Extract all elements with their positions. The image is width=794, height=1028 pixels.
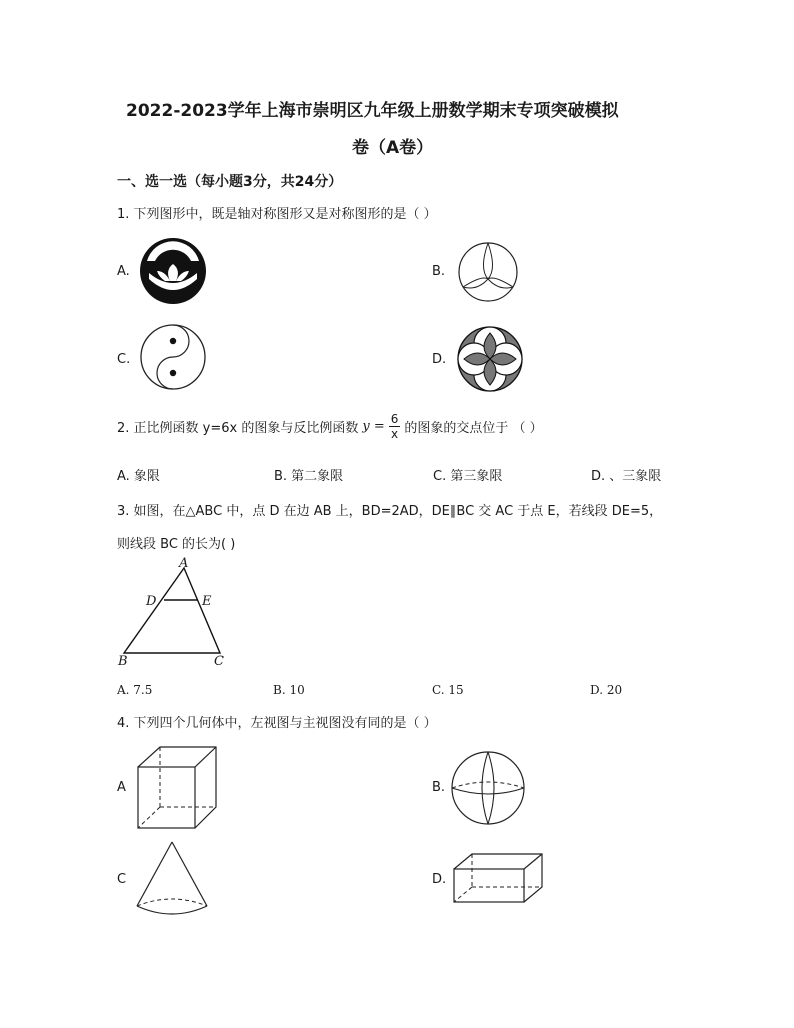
q2-fraction-denominator: x: [391, 427, 399, 441]
q4-figure-a-cube: [136, 745, 220, 831]
q3-option-a: A. 7.5: [117, 683, 153, 697]
q2-y-equals: y =: [362, 419, 385, 434]
question-3-stem-line2: 则线段 BC 的长为( ): [117, 537, 236, 552]
q4-option-c-label: C: [117, 872, 127, 887]
q2-stem-post: 的图象的交点位于 （ ）: [404, 421, 543, 436]
doc-title-line2: 卷（A卷）: [352, 138, 434, 158]
q3-option-c: C. 15: [432, 683, 464, 697]
q1-option-b-label: B.: [432, 264, 446, 279]
question-1-stem: 1. 下列图形中，既是轴对称图形又是对称图形的是（ ）: [117, 207, 437, 222]
q3-option-d: D. 20: [590, 683, 623, 697]
question-4-stem: 4. 下列四个几何体中，左视图与主视图没有同的是（ ）: [117, 716, 437, 731]
q4-figure-c-cone: [134, 840, 210, 918]
q1-figure-a-emblem: [139, 237, 207, 305]
q1-option-d-label: D.: [432, 352, 447, 367]
q2-stem-pre: 2. 正比例函数 y=6x 的图象与反比例函数: [117, 421, 359, 436]
q3-label-d: D: [146, 594, 157, 609]
q4-figure-d-cuboid: [452, 852, 544, 904]
q1-figure-c-yinyang: [139, 323, 207, 391]
q3-option-b: B. 10: [273, 683, 305, 697]
question-3-stem-line1: 3. 如图，在△ABC 中，点 D 在边 AB 上，BD=2AD，DE∥BC 交 AC 于点 E，若线段 DE=5，: [117, 504, 663, 519]
q2-option-c: C. 第三象限: [433, 469, 503, 484]
section-heading: 一、选一选（每小题3分，共24分）: [117, 174, 343, 190]
q3-label-a: A: [179, 556, 189, 571]
q4-figure-b-sphere: [450, 750, 526, 826]
q1-option-c-label: C.: [117, 352, 131, 367]
q3-label-b: B: [118, 654, 128, 669]
q2-option-a: A. 象限: [117, 469, 160, 484]
q3-label-e: E: [202, 594, 212, 609]
q3-triangle-figure: [112, 555, 242, 670]
q2-fraction-numerator: 6: [390, 412, 399, 426]
q2-fraction: [389, 412, 401, 441]
q4-option-b-label: B.: [432, 780, 446, 795]
q4-option-a-label: A: [117, 780, 126, 795]
question-2-stem: [117, 412, 543, 441]
q4-option-d-label: D.: [432, 872, 447, 887]
q3-label-c: C: [214, 654, 224, 669]
doc-title-line1: 2022-2023学年上海市崇明区九年级上册数学期末专项突破模拟: [126, 101, 619, 121]
q1-option-a-label: A.: [117, 264, 130, 279]
q1-figure-b-circle-arcs: [457, 241, 519, 303]
q2-option-b: B. 第二象限: [274, 469, 344, 484]
q2-option-d: D. 、三象限: [591, 469, 662, 484]
q1-figure-d-petals: [456, 325, 524, 393]
